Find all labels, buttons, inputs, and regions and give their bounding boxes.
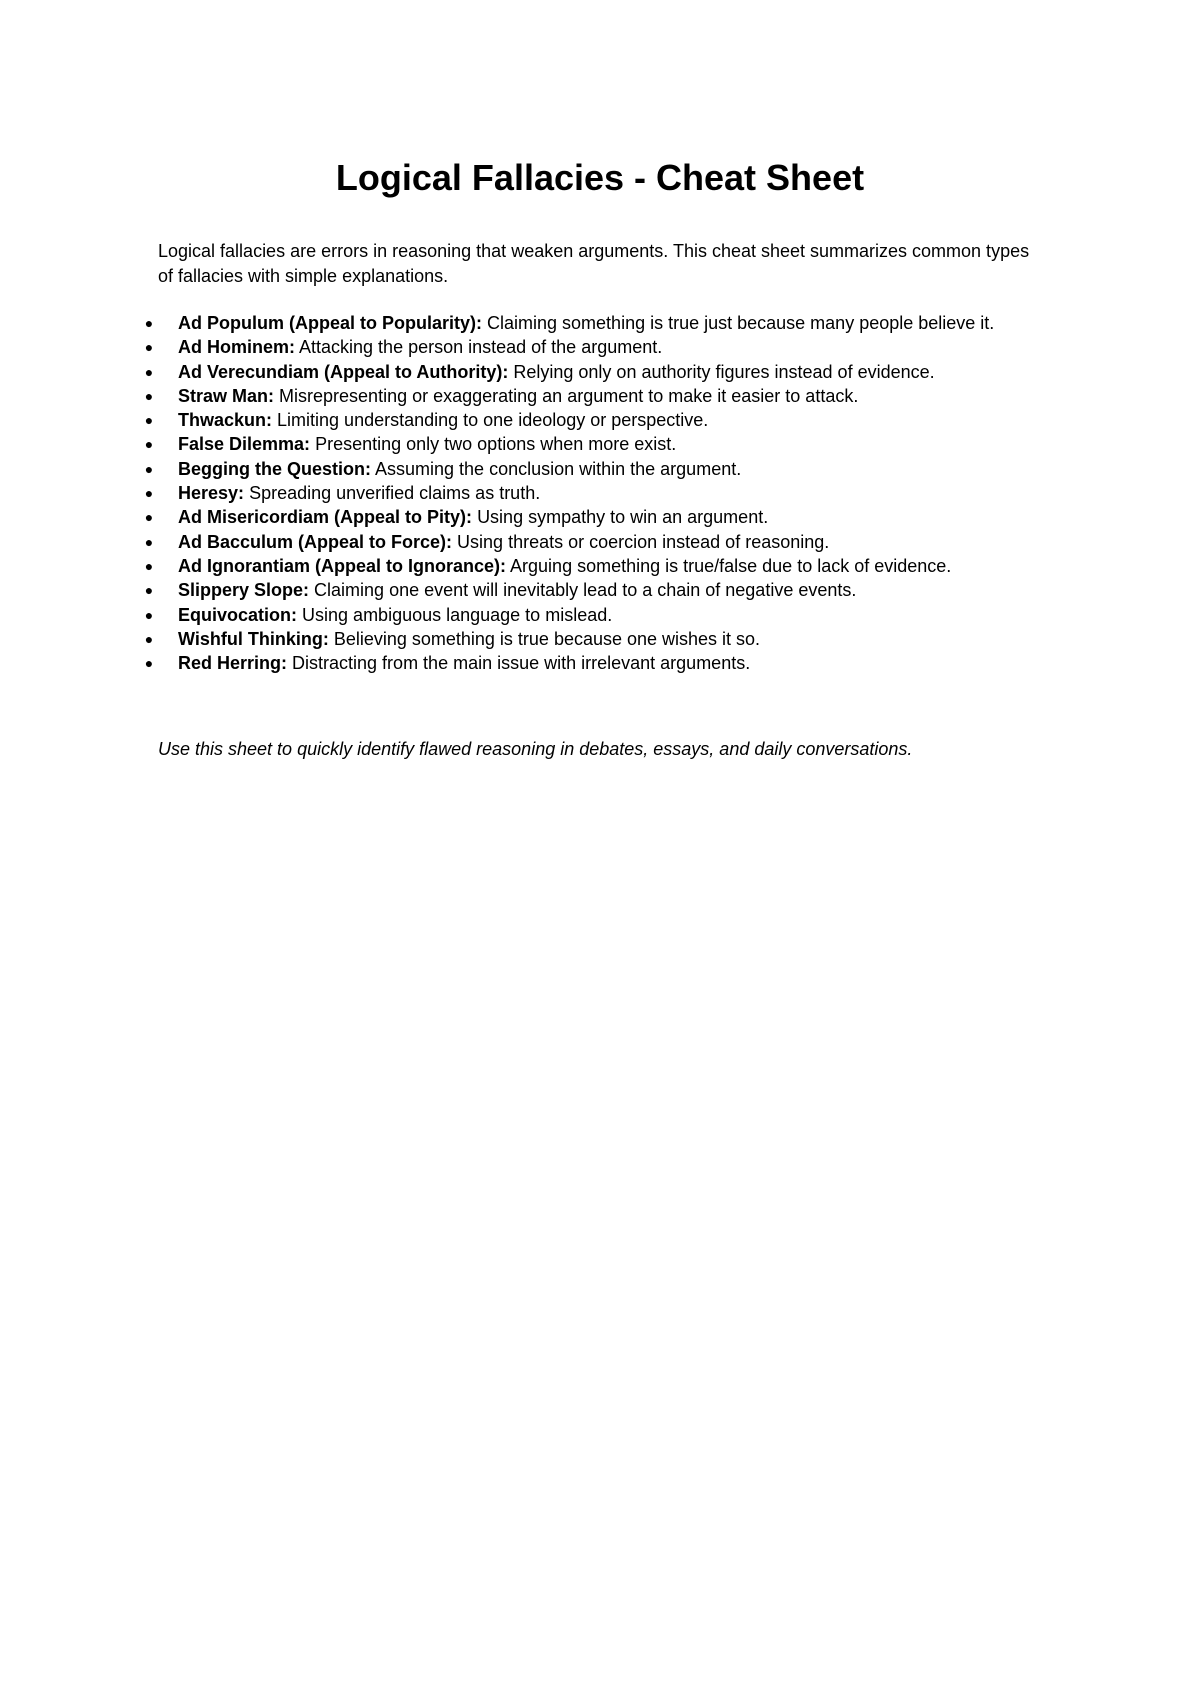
page-title: Logical Fallacies - Cheat Sheet	[335, 157, 865, 198]
list-item	[144, 360, 1078, 384]
intro-paragraph: Logical fallacies are errors in reasoning that weaken arguments. This cheat sheet summarizes common types of fallacies with simple explanations.	[158, 241, 1030, 286]
fallacy-definition: Believing something is true because one wishes it so.	[333, 628, 761, 649]
fallacy-term: Red Herring:	[178, 653, 288, 674]
list-item	[144, 432, 1078, 456]
fallacy-term: Ad Misericordiam (Appeal to Pity):	[178, 507, 473, 528]
list-item	[144, 311, 1078, 335]
fallacy-definition: Using threats or coercion instead of reasoning.	[457, 531, 830, 552]
bullet-icon: ●	[144, 582, 154, 599]
fallacy-definition: Spreading unverified claims as truth.	[249, 483, 541, 504]
list-item	[144, 651, 1078, 675]
fallacy-term: Wishful Thinking:	[178, 628, 329, 649]
fallacy-definition: Using sympathy to win an argument.	[477, 507, 769, 528]
fallacy-term: Ad Hominem:	[178, 337, 295, 358]
bullet-icon: ●	[144, 339, 154, 356]
fallacy-list	[144, 311, 1078, 675]
closing-note: Use this sheet to quickly identify flawed reasoning in debates, essays, and daily conversations.	[158, 739, 913, 759]
bullet-icon: ●	[144, 363, 154, 380]
list-item	[144, 457, 1078, 481]
fallacy-term: Equivocation:	[178, 604, 298, 625]
bullet-icon: ●	[144, 315, 154, 331]
list-item	[144, 530, 1078, 554]
bullet-icon: ●	[144, 533, 154, 550]
list-item	[144, 335, 1078, 359]
fallacy-term: Ad Populum (Appeal to Popularity):	[178, 313, 482, 333]
bullet-icon: ●	[144, 460, 154, 477]
fallacy-definition: Claiming one event will inevitably lead to a chain of negative events.	[314, 580, 857, 601]
list-item	[144, 408, 1078, 432]
bullet-icon: ●	[144, 630, 154, 647]
list-item	[144, 481, 1078, 505]
fallacy-term: Ad Verecundiam (Appeal to Authority):	[178, 361, 509, 382]
list-item	[144, 554, 1078, 578]
fallacy-term: Ad Bacculum (Appeal to Force):	[178, 531, 453, 552]
fallacy-definition: Using ambiguous language to mislead.	[302, 604, 613, 625]
bullet-icon: ●	[144, 436, 154, 453]
fallacy-term: Begging the Question:	[178, 458, 371, 479]
fallacy-definition: Limiting understanding to one ideology or perspective.	[277, 410, 709, 431]
fallacy-definition: Assuming the conclusion within the argument.	[375, 458, 742, 479]
list-item	[144, 627, 1078, 651]
fallacy-definition: Presenting only two options when more exist.	[315, 434, 677, 455]
list-item	[144, 603, 1078, 627]
fallacy-term: False Dilemma:	[178, 434, 311, 455]
fallacy-term: Straw Man:	[178, 385, 275, 406]
bullet-icon: ●	[144, 412, 154, 429]
fallacy-definition: Claiming something is true just because many people believe it.	[487, 313, 995, 333]
fallacy-definition: Arguing something is true/false due to lack of evidence.	[510, 555, 952, 576]
bullet-icon: ●	[144, 557, 154, 574]
bullet-icon: ●	[144, 655, 154, 672]
fallacy-term: Slippery Slope:	[178, 580, 310, 601]
fallacy-term: Heresy:	[178, 483, 245, 504]
fallacy-definition: Distracting from the main issue with irrelevant arguments.	[292, 653, 751, 674]
bullet-icon: ●	[144, 509, 154, 526]
fallacy-definition: Misrepresenting or exaggerating an argument to make it easier to attack.	[279, 385, 859, 406]
bullet-icon: ●	[144, 387, 154, 404]
list-item	[144, 384, 1078, 408]
bullet-icon: ●	[144, 485, 154, 502]
fallacy-term: Ad Ignorantiam (Appeal to Ignorance):	[178, 555, 507, 576]
fallacy-definition: Attacking the person instead of the argument.	[299, 337, 663, 358]
bullet-icon: ●	[144, 606, 154, 623]
list-item	[144, 578, 1078, 602]
list-item	[144, 505, 1078, 529]
fallacy-term: Thwackun:	[178, 410, 273, 431]
fallacy-definition: Relying only on authority figures instead of evidence.	[513, 361, 935, 382]
